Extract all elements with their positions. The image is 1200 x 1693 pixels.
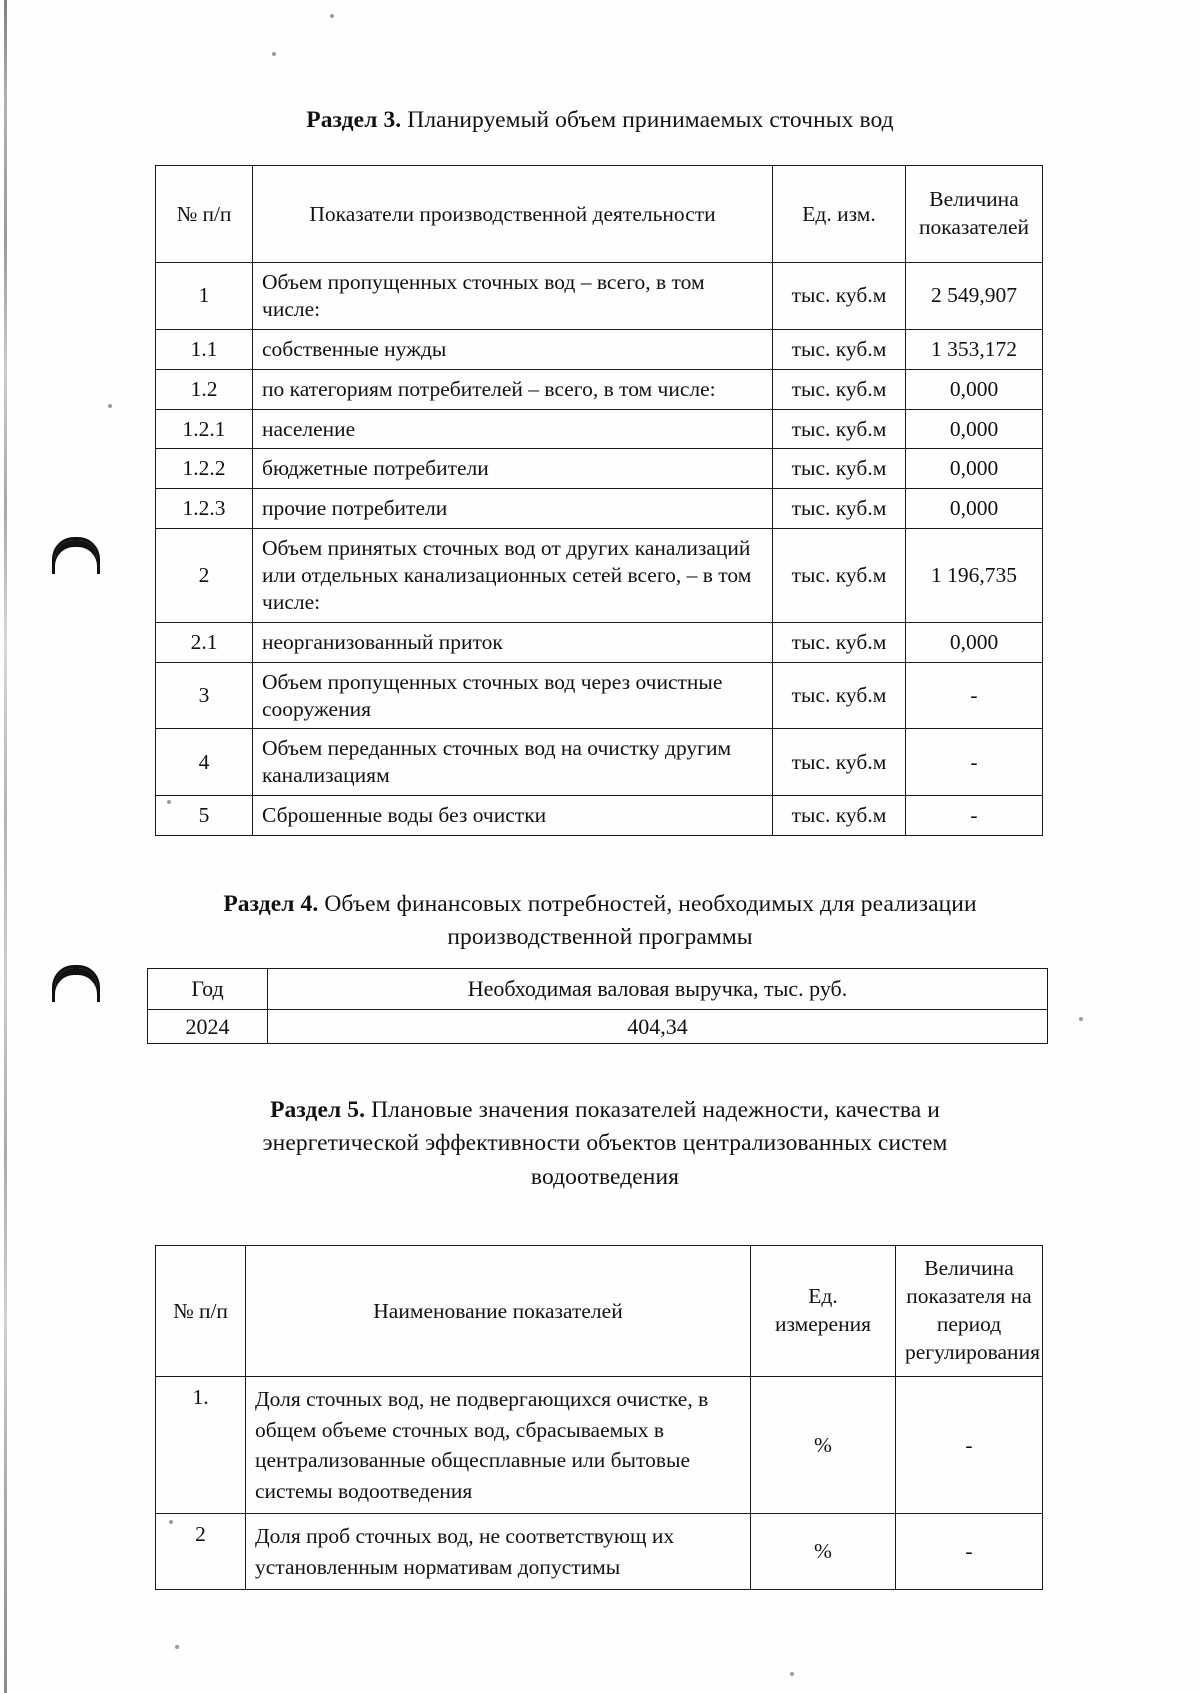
cell-name: по категориям потребителей – всего, в том числе: (253, 369, 773, 409)
section-5-number: Раздел 5. (270, 1097, 366, 1123)
col-header-value-line2: показателя на (906, 1284, 1032, 1309)
cell-value: - (896, 1514, 1043, 1590)
table-row (156, 622, 1043, 662)
cell-name: Объем пропущенных сточных вод – всего, в том числе: (253, 263, 773, 330)
cell-no: 1.2.3 (156, 489, 253, 529)
cell-value: - (906, 662, 1043, 729)
cell-value: 0,000 (906, 622, 1043, 662)
col-header-no: № п/п (156, 1246, 246, 1377)
col-header-indicator-name: Наименование показателей (246, 1246, 751, 1377)
col-header-value (906, 166, 1043, 263)
col-header-value-line1: Величина (929, 187, 1019, 212)
cell-value: 0,000 (906, 369, 1043, 409)
col-header-unit (751, 1246, 896, 1377)
cell-value: 2 549,907 (906, 263, 1043, 330)
col-header-value (896, 1246, 1043, 1377)
cell-no: 1.1 (156, 329, 253, 369)
cell-no: 2 (156, 1514, 246, 1590)
cell-name: Доля проб сточных вод, не соответствующ их установленным нормативам допустимы (246, 1514, 751, 1590)
hole-punch-mark-top (52, 537, 100, 574)
table-header-row (156, 1246, 1043, 1377)
table-row (156, 329, 1043, 369)
section-3-heading (155, 104, 1045, 137)
cell-unit: тыс. куб.м (773, 369, 906, 409)
cell-value: 0,000 (906, 409, 1043, 449)
col-header-value-line2: показателей (918, 215, 1030, 239)
cell-name: прочие потребители (253, 489, 773, 529)
cell-name: Объем пропущенных сточных вод через очистные сооружения (253, 662, 773, 729)
cell-value: 1 196,735 (906, 529, 1043, 623)
col-header-unit-line2: измерения (774, 1312, 872, 1336)
section-4-heading (150, 888, 1050, 955)
cell-unit: тыс. куб.м (773, 529, 906, 623)
cell-no: 1.2 (156, 369, 253, 409)
table-row (156, 263, 1043, 330)
section-4-title: Объем финансовых потребностей, необходимых для реализации производственной программы (324, 891, 977, 951)
cell-unit: тыс. куб.м (773, 263, 906, 330)
table-row (156, 369, 1043, 409)
col-header-year: Год (148, 969, 268, 1010)
cell-no: 1.2.2 (156, 449, 253, 489)
cell-unit: тыс. куб.м (773, 729, 906, 796)
cell-unit: тыс. куб.м (773, 489, 906, 529)
table-row (148, 1009, 1048, 1044)
scan-speck (108, 404, 112, 408)
cell-unit: % (751, 1377, 896, 1514)
section-3-title: Планируемый объем принимаемых сточных вод (407, 107, 894, 133)
table-planned-wastewater-volume (155, 165, 1043, 836)
cell-no: 1 (156, 263, 253, 330)
table-row (156, 662, 1043, 729)
cell-no: 5 (156, 796, 253, 836)
table-row (156, 729, 1043, 796)
cell-name: Объем принятых сточных вод от других канализаций или отдельных канализационных сетей всего, – в том числе: (253, 529, 773, 623)
cell-revenue: 404,34 (268, 1009, 1048, 1044)
table-row (156, 796, 1043, 836)
scan-edge-artifact (4, 0, 7, 1693)
cell-no: 4 (156, 729, 253, 796)
table-row (156, 409, 1043, 449)
table-row (156, 449, 1043, 489)
cell-name: Объем переданных сточных вод на очистку другим канализациям (253, 729, 773, 796)
col-header-value-line1: Величина (924, 1256, 1014, 1281)
cell-value: - (896, 1377, 1043, 1514)
cell-name: собственные нужды (253, 329, 773, 369)
scan-speck (330, 14, 334, 18)
cell-no: 1. (156, 1377, 246, 1514)
scan-speck (1079, 1017, 1083, 1021)
cell-value: 0,000 (906, 449, 1043, 489)
cell-unit: тыс. куб.м (773, 329, 906, 369)
cell-no: 2.1 (156, 622, 253, 662)
cell-unit: тыс. куб.м (773, 449, 906, 489)
cell-no: 1.2.1 (156, 409, 253, 449)
col-header-unit: Ед. изм. (773, 166, 906, 263)
col-header-no: № п/п (156, 166, 253, 263)
col-header-value-line4: регулирования (905, 1339, 1040, 1364)
cell-name: Сброшенные воды без очистки (253, 796, 773, 836)
table-reliability-quality-indicators (155, 1245, 1043, 1590)
cell-unit: тыс. куб.м (773, 409, 906, 449)
cell-value: 0,000 (906, 489, 1043, 529)
table-row (156, 529, 1043, 623)
section-5-heading (195, 1094, 1015, 1194)
cell-value: - (906, 796, 1043, 836)
cell-year: 2024 (148, 1009, 268, 1044)
section-5-title: Плановые значения показателей надежности, качества и энергетической эффективности объектов централизованных систем водоотведения (262, 1097, 948, 1190)
col-header-unit-line1: Ед. (808, 1284, 838, 1309)
cell-value: 1 353,172 (906, 329, 1043, 369)
cell-name: неорганизованный приток (253, 622, 773, 662)
table-header-row (156, 166, 1043, 263)
cell-name: население (253, 409, 773, 449)
scan-speck (790, 1672, 794, 1676)
cell-unit: тыс. куб.м (773, 796, 906, 836)
table-required-gross-revenue (147, 968, 1048, 1044)
col-header-revenue: Необходимая валовая выручка, тыс. руб. (268, 969, 1048, 1010)
table-header-row (148, 969, 1048, 1010)
cell-name: Доля сточных вод, не подвергающихся очистке, в общем объеме сточных вод, сбрасываемых в централизованные общесплавные или бытовые системы водоотведения (246, 1377, 751, 1514)
scan-speck (272, 52, 276, 56)
col-header-value-line3: период (936, 1312, 1002, 1336)
cell-value: - (906, 729, 1043, 796)
cell-unit: тыс. куб.м (773, 622, 906, 662)
table-row (156, 489, 1043, 529)
table-row (156, 1377, 1043, 1514)
cell-no: 3 (156, 662, 253, 729)
cell-unit: тыс. куб.м (773, 662, 906, 729)
cell-no: 2 (156, 529, 253, 623)
section-3-number: Раздел 3. (306, 107, 402, 133)
section-4-number: Раздел 4. (223, 891, 319, 917)
hole-punch-mark-bottom (52, 965, 100, 1002)
cell-unit: % (751, 1514, 896, 1590)
table-row (156, 1514, 1043, 1590)
scan-speck (175, 1645, 179, 1649)
col-header-indicator: Показатели производственной деятельности (253, 166, 773, 263)
cell-name: бюджетные потребители (253, 449, 773, 489)
